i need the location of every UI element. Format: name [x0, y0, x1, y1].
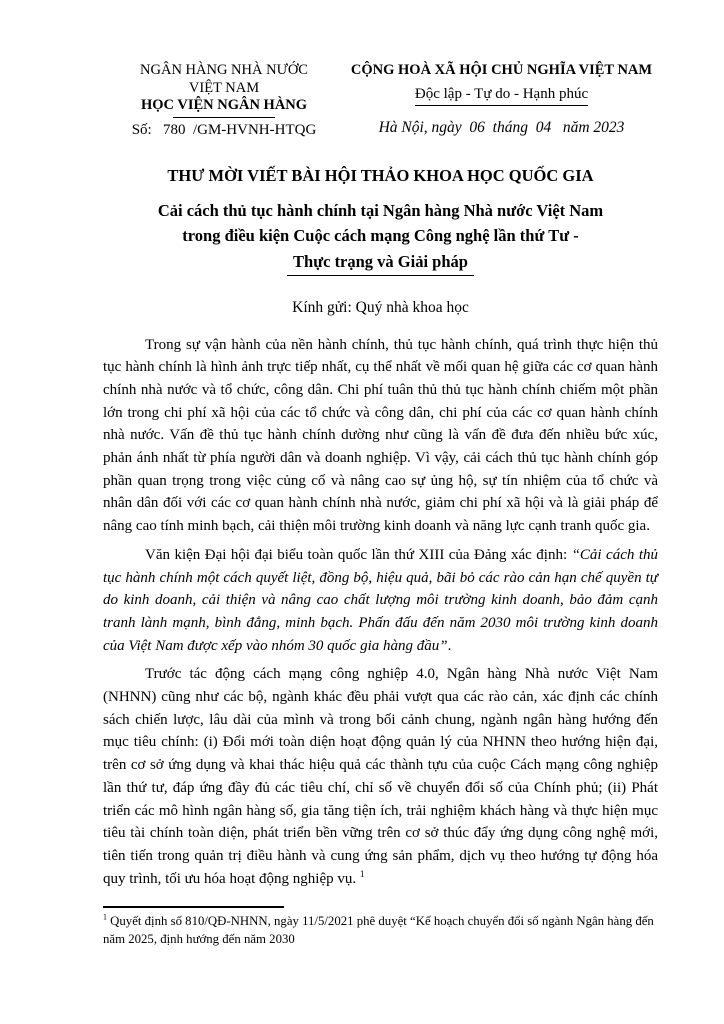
org-name: HỌC VIỆN NGÂN HÀNG	[140, 97, 308, 113]
org-parent-line2: VIỆT NAM	[188, 79, 260, 96]
document-content	[103, 62, 658, 906]
national-header-block	[345, 62, 658, 137]
document-number: Số: 780 /GM-HVNH-HTQG	[131, 121, 317, 138]
paragraph-2-quote: “Cải cách thủ tục hành chính một cách quyết liệt, đồng bộ, hiệu quả, bãi bỏ các rào cản hạn chế quyền tự do kinh doanh, cải thiện và nâng cao chất lượng môi trường kinh doanh, bảo đảm cạnh tranh lành mạnh, bình đẳng, minh bạch. Phấn đấu đến năm 2030 môi trường kinh doanh của Việt Nam được xếp vào nhóm 30 quốc gia hàng đầu”	[103, 546, 658, 654]
paragraph-1: Trong sự vận hành của nền hành chính, thủ tục hành chính, quá trình thực hiện thủ tục hành chính là hình ảnh trực tiếp nhất, cụ thể nhất về mối quan hệ giữa các cơ quan hành chính nhà nước và tổ chức, công dân. Chi phí tuân thủ thủ tục hành chính chiếm một phần lớn trong chi phí xã hội của các tổ chức và công dân, chi phí của các cơ quan hành chính nhà nước. Vấn đề thủ tục hành chính dường như cũng là vấn đề đưa đến nhiều bức xúc, phản ánh nhất từ phía người dân và doanh nghiệp. Vì vậy, cải cách thủ tục hành chính góp phần quan trọng trong việc củng cố và nâng cao sự ủng hộ, sự tín nhiệm của tổ chức và nhân dân đối với các cơ quan hành chính nhà nước, giảm chi phí xã hội và là giải pháp để nâng cao tính minh bạch, cải thiện môi trường kinh doanh và năng lực cạnh tranh quốc gia.	[103, 336, 658, 535]
subtitle-line-3: Thực trạng và Giải pháp	[287, 252, 474, 276]
paragraph-3	[103, 663, 658, 890]
footnote-content: Quyết định số 810/QĐ-NHNN, ngày 11/5/2021 phê duyệt “Kế hoạch chuyển đổi số ngành Ngân hàng đến năm 2025, định hướng đến năm 2030	[103, 914, 654, 946]
subtitle-line-1: Cải cách thủ tục hành chính tại Ngân hàng Nhà nước Việt Nam	[157, 200, 604, 220]
issuing-org-block	[103, 62, 345, 139]
document-header	[103, 62, 658, 139]
org-parent-line1: NGÂN HÀNG NHÀ NƯỚC	[140, 62, 308, 78]
title-block	[103, 166, 658, 276]
subtitle-line-2: trong điều kiện Cuộc cách mạng Công nghệ lần thứ Tư -	[182, 226, 579, 245]
paragraph-2-tail: .	[447, 637, 452, 654]
national-motto-wrap	[345, 85, 658, 106]
paragraph-3-text: Trước tác động cách mạng công nghiệp 4.0, Ngân hàng Nhà nước Việt Nam (NHNN) cũng như các bộ, ngành khác đều phải vượt qua các rào cản, xác định các chính sách chiến lược, lâu dài của mình và trong bối cảnh chung, ngành ngân hàng hướng đến mục tiêu chính: (i) Đổi mới toàn diện hoạt động quản lý của NHNN theo hướng hiện đại, trên cơ sở ứng dụng và khai thác hiệu quả các thành tựu của cuộc Cách mạng công nghiệp lần thứ tư, đáp ứng đầy đủ các tiêu chí, chỉ số về chuyển đổi số của Chính phủ; (ii) Phát triển các mô hình ngân hàng số, gia tăng tiện ích, trải nghiệm khách hàng và thực hiện mục tiêu tài chính toàn diện, phát triển bền vững trên cơ sở thúc đẩy ứng dụng công nghệ mới, tiên tiến trong quản trị điều hành và cung ứng sản phẩm, dịch vụ theo hướng tự động hóa quy trình, tối ưu hóa hoạt động nghiệp vụ.	[103, 666, 658, 887]
org-name-underline	[173, 117, 275, 118]
national-title: CỘNG HOÀ XÃ HỘI CHỦ NGHĨA VIỆT NAM	[350, 62, 653, 78]
subtitle-line-3-wrap	[103, 249, 658, 276]
document-title: THƯ MỜI VIẾT BÀI HỘI THẢO KHOA HỌC QUỐC GIA	[167, 165, 594, 185]
footnote-number: 1	[103, 912, 107, 922]
salutation: Kính gửi: Quý nhà khoa học	[292, 298, 469, 316]
paragraph-2	[103, 544, 658, 658]
place-date-line: Hà Nội, ngày 06 tháng 04 năm 2023	[378, 118, 625, 136]
footnote	[103, 913, 658, 948]
footnote-area	[103, 906, 658, 948]
footnote-separator	[103, 906, 284, 908]
footnote-reference: 1	[359, 869, 365, 880]
national-motto: Độc lập - Tự do - Hạnh phúc	[415, 85, 588, 106]
paragraph-2-lead: Văn kiện Đại hội đại biểu toàn quốc lần thứ XIII của Đảng xác định:	[145, 546, 572, 563]
